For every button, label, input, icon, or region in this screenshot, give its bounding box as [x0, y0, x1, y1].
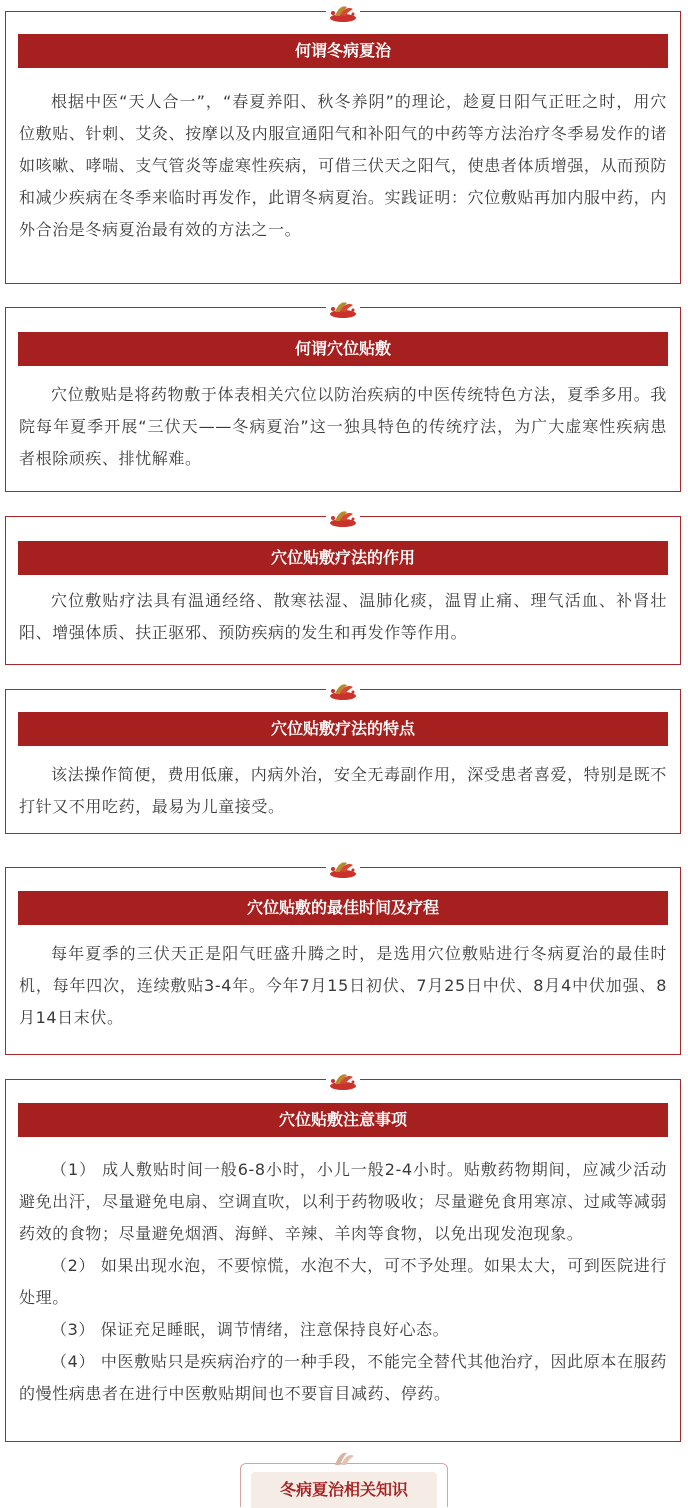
section-title: 穴位贴敷注意事项 [18, 1103, 668, 1137]
section-card-1 [5, 11, 681, 284]
paragraph: 该法操作简便，费用低廉，内病外治，安全无毒副作用，深受患者喜爱，特别是既不打针又不用吃药，最易为儿童接受。 [19, 765, 667, 816]
paragraph: 穴位敷贴是将药物敷于体表相关穴位以防治疾病的中医传统特色方法，夏季多用。我院每年夏季开展“三伏天——冬病夏治”这一独具特色的传统疗法，为广大虚寒性疾病患者根除顽疾、排忧解难。 [19, 385, 667, 468]
section-card-6 [5, 1079, 681, 1442]
section-body [19, 1154, 667, 1410]
section-card-4 [5, 689, 681, 834]
section-body [19, 585, 667, 649]
leaf-ornament-icon [326, 506, 360, 528]
leaf-ornament-icon [326, 857, 360, 879]
paragraph: （2） 如果出现水泡，不要惊慌，水泡不大，可不予处理。如果太大，可到医院进行处理。 [19, 1256, 667, 1307]
section-body [19, 759, 667, 823]
paragraph: （4） 中医敷贴只是疾病治疗的一种手段，不能完全替代其他治疗，因此原本在服药的慢性病患者在进行中医敷贴期间也不要盲目减药、停药。 [19, 1352, 667, 1403]
related-knowledge-button[interactable] [240, 1463, 448, 1507]
section-title: 何谓穴位贴敷 [18, 332, 668, 366]
section-title: 穴位贴敷疗法的特点 [18, 712, 668, 746]
section-card-5 [5, 867, 681, 1055]
section-body [19, 379, 667, 475]
section-body [19, 938, 667, 1034]
section-body [19, 86, 667, 246]
leaf-ornament-icon [326, 1069, 360, 1091]
section-title: 何谓冬病夏治 [18, 34, 668, 68]
section-card-3 [5, 516, 681, 665]
leaf-ornament-icon [326, 297, 360, 319]
leaf-ornament-icon [326, 679, 360, 701]
related-knowledge-label: 冬病夏治相关知识 [279, 1480, 408, 1499]
paragraph: 根据中医“天人合一”，“春夏养阳、秋冬养阴”的理论，趁夏日阳气正旺之时，用穴位敷贴、针刺、艾灸、按摩以及内服宣通阳气和补阳气的中药等方法治疗冬季易发作的诸如咳嗽、哮喘、支气管炎等虚寒性疾病，可借三伏天之阳气，使患者体质增强，从而预防和减少疾病在冬季来临时再发作，此谓冬病夏治。实践证明：穴位敷贴再加内服中药，内外合治是冬病夏治最有效的方法之一。 [19, 92, 667, 239]
leaf-ornament-icon [327, 1447, 361, 1467]
paragraph: 穴位敷贴疗法具有温通经络、散寒祛湿、温肺化痰，温胃止痛、理气活血、补肾壮阳、增强体质、扶正驱邪、预防疾病的发生和再发作等作用。 [19, 591, 667, 642]
paragraph: 每年夏季的三伏天正是阳气旺盛升腾之时，是选用穴位敷贴进行冬病夏治的最佳时机，每年四次，连续敷贴3-4年。今年7月15日初伏、7月25日中伏、8月4中伏加强、8月14日末伏。 [19, 944, 667, 1027]
section-title: 穴位贴敷疗法的作用 [18, 541, 668, 575]
section-card-2 [5, 307, 681, 492]
paragraph: （3） 保证充足睡眠，调节情绪，注意保持良好心态。 [51, 1320, 450, 1339]
paragraph: （1） 成人敷贴时间一般6-8小时，小儿一般2-4小时。贴敷药物期间，应减少活动避免出汗，尽量避免电扇、空调直吹，以利于药物吸收；尽量避免食用寒凉、过咸等减弱药效的食物；尽量避免烟酒、海鲜、辛辣、羊肉等食物，以免出现发泡现象。 [19, 1160, 667, 1243]
section-title: 穴位贴敷的最佳时间及疗程 [18, 891, 668, 925]
leaf-ornament-icon [326, 1, 360, 23]
